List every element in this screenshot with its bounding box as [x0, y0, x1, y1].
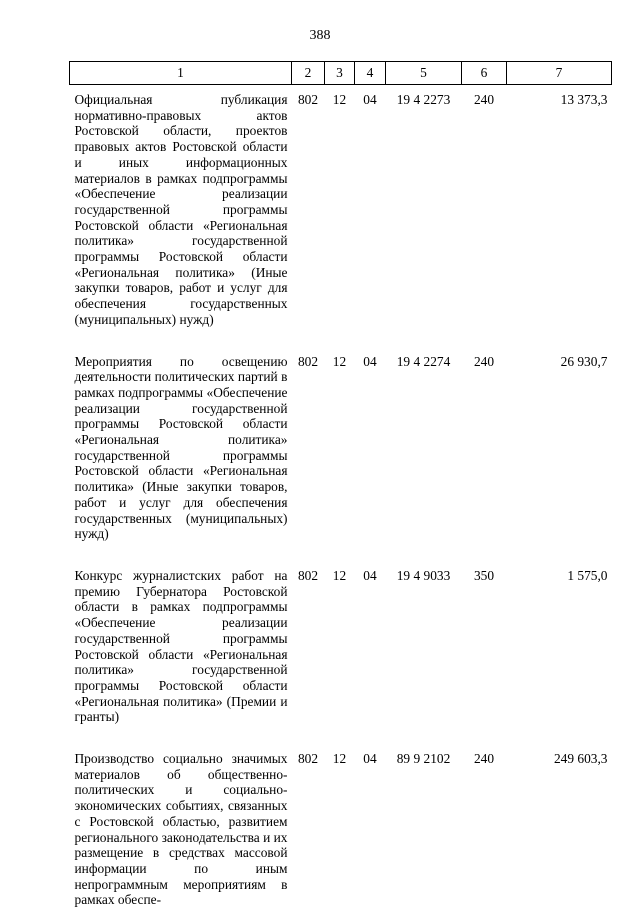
table-row	[70, 347, 612, 542]
header-col-2: 2	[292, 62, 325, 85]
row-description-text: Конкурс журналистских работ на премию Губернатора Ростовской области в рамках подпрограммы «Обеспечение реализации государственной программы Ростовской области «Региональная политика» государственной программы Ростовской области «Региональная политика» (Премии и гранты)	[75, 568, 288, 725]
row-section-code: 12	[325, 744, 355, 908]
row-ministry-code: 802	[292, 744, 325, 908]
row-target-code: 89 9 2102	[386, 744, 462, 908]
row-description-text: Производство социально значимых материалов об общественно-политических и социально-экономических событиях, связанных с Ростовской областью, развитием регионального законодательства и их размещение в средствах массовой информации по иным непрограммным мероприятиям в рамках обеспе-	[75, 751, 288, 908]
row-subsection-code: 04	[355, 561, 386, 725]
row-spacer	[70, 328, 612, 347]
row-ministry-code: 802	[292, 347, 325, 542]
row-subsection-code: 04	[355, 347, 386, 542]
row-section-code: 12	[325, 347, 355, 542]
row-description-text: Мероприятия по освещению деятельности политических партий в рамках подпрограммы «Обеспечение реализации государственной программы Ростовской области «Региональная политика» государственной программы Ростовской области «Региональная политика» (Иные закупки товаров, работ и услуг для обеспечения государственных (муниципальных) нужд)	[75, 354, 288, 542]
row-amount: 26 930,7	[507, 347, 612, 542]
table-row	[70, 561, 612, 725]
row-expense-type: 350	[462, 561, 507, 725]
table-row	[70, 85, 612, 328]
header-col-1: 1	[70, 62, 292, 85]
row-spacer	[70, 542, 612, 561]
row-target-code: 19 4 2273	[386, 85, 462, 328]
row-spacer-cell	[70, 328, 612, 347]
row-amount: 249 603,3	[507, 744, 612, 908]
row-description	[70, 561, 292, 725]
row-spacer-cell	[70, 725, 612, 744]
row-amount: 1 575,0	[507, 561, 612, 725]
row-target-code: 19 4 2274	[386, 347, 462, 542]
row-amount: 13 373,3	[507, 85, 612, 328]
row-spacer	[70, 725, 612, 744]
row-description-text: Официальная публикация нормативно-правовых актов Ростовской области, проектов правовых актов Ростовской области и иных информационных материалов в рамках подпрограммы «Обеспечение реализации государственной программы Ростовской области «Региональная политика» государственной программы Ростовской области «Региональная политика» (Иные закупки товаров, работ и услуг для обеспечения государственных (муниципальных) нужд)	[75, 92, 288, 328]
row-subsection-code: 04	[355, 85, 386, 328]
budget-table	[69, 61, 612, 908]
table-header	[70, 62, 612, 85]
header-row	[70, 62, 612, 85]
row-description	[70, 744, 292, 908]
row-ministry-code: 802	[292, 561, 325, 725]
page-number: 388	[0, 28, 640, 44]
row-description	[70, 85, 292, 328]
table-row	[70, 744, 612, 908]
row-subsection-code: 04	[355, 744, 386, 908]
header-col-6: 6	[462, 62, 507, 85]
header-col-5: 5	[386, 62, 462, 85]
row-description	[70, 347, 292, 542]
header-col-3: 3	[325, 62, 355, 85]
row-section-code: 12	[325, 85, 355, 328]
row-section-code: 12	[325, 561, 355, 725]
row-expense-type: 240	[462, 744, 507, 908]
header-col-7: 7	[507, 62, 612, 85]
row-expense-type: 240	[462, 85, 507, 328]
header-col-4: 4	[355, 62, 386, 85]
row-ministry-code: 802	[292, 85, 325, 328]
row-expense-type: 240	[462, 347, 507, 542]
row-target-code: 19 4 9033	[386, 561, 462, 725]
row-spacer-cell	[70, 542, 612, 561]
table-body	[70, 85, 612, 908]
